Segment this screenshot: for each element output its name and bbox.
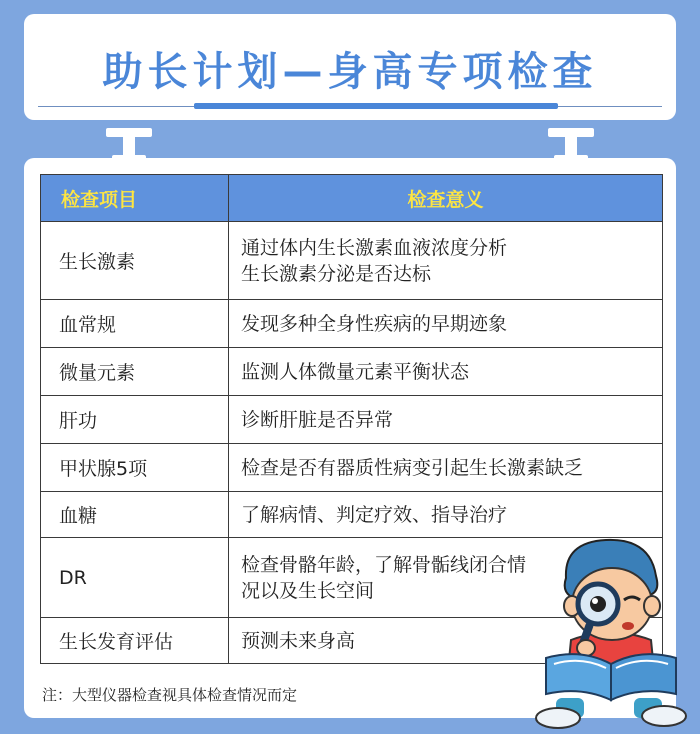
meaning-line: 监测人体微量元素平衡状态 [241, 360, 470, 383]
row-meaning [229, 396, 663, 444]
meaning-line: 况以及生长空间 [241, 579, 375, 602]
row-meaning [229, 348, 663, 396]
header-item: 检查项目 [41, 175, 229, 222]
meaning-line: 生长激素分泌是否达标 [241, 262, 432, 285]
title-card [24, 14, 676, 120]
footnote: 注：大型仪器检查视具体检查情况而定 [42, 686, 298, 704]
meaning-line: 预测未来身高 [241, 629, 356, 652]
title-underline [194, 103, 558, 109]
row-meaning [229, 300, 663, 348]
row-item: DR [41, 538, 229, 618]
child-with-magnifier-and-book-icon [526, 530, 696, 730]
table-header-row [41, 175, 663, 222]
row-meaning [229, 444, 663, 492]
row-item: 微量元素 [41, 348, 229, 396]
row-item: 甲状腺5项 [41, 444, 229, 492]
row-item: 生长激素 [41, 222, 229, 300]
meaning-line: 诊断肝脏是否异常 [241, 408, 394, 431]
header-meaning: 检查意义 [229, 175, 663, 222]
meaning-line: 检查骨骼年龄，了解骨骺线闭合情 [241, 553, 527, 576]
meaning-line: 通过体内生长激素血液浓度分析 [241, 236, 508, 259]
row-item: 血常规 [41, 300, 229, 348]
row-meaning [229, 222, 663, 300]
table-row [41, 396, 663, 444]
table-row [41, 222, 663, 300]
table-row [41, 348, 663, 396]
table-row [41, 444, 663, 492]
meaning-line: 检查是否有器质性病变引起生长激素缺乏 [241, 456, 584, 479]
row-item: 血糖 [41, 492, 229, 538]
meaning-line: 了解病情、判定疗效、指导治疗 [241, 503, 508, 526]
meaning-line: 发现多种全身性疾病的早期迹象 [241, 312, 508, 335]
table-row [41, 300, 663, 348]
row-item: 生长发育评估 [41, 618, 229, 664]
row-item: 肝功 [41, 396, 229, 444]
page-title: 助长计划—身高专项检查 [102, 49, 598, 95]
